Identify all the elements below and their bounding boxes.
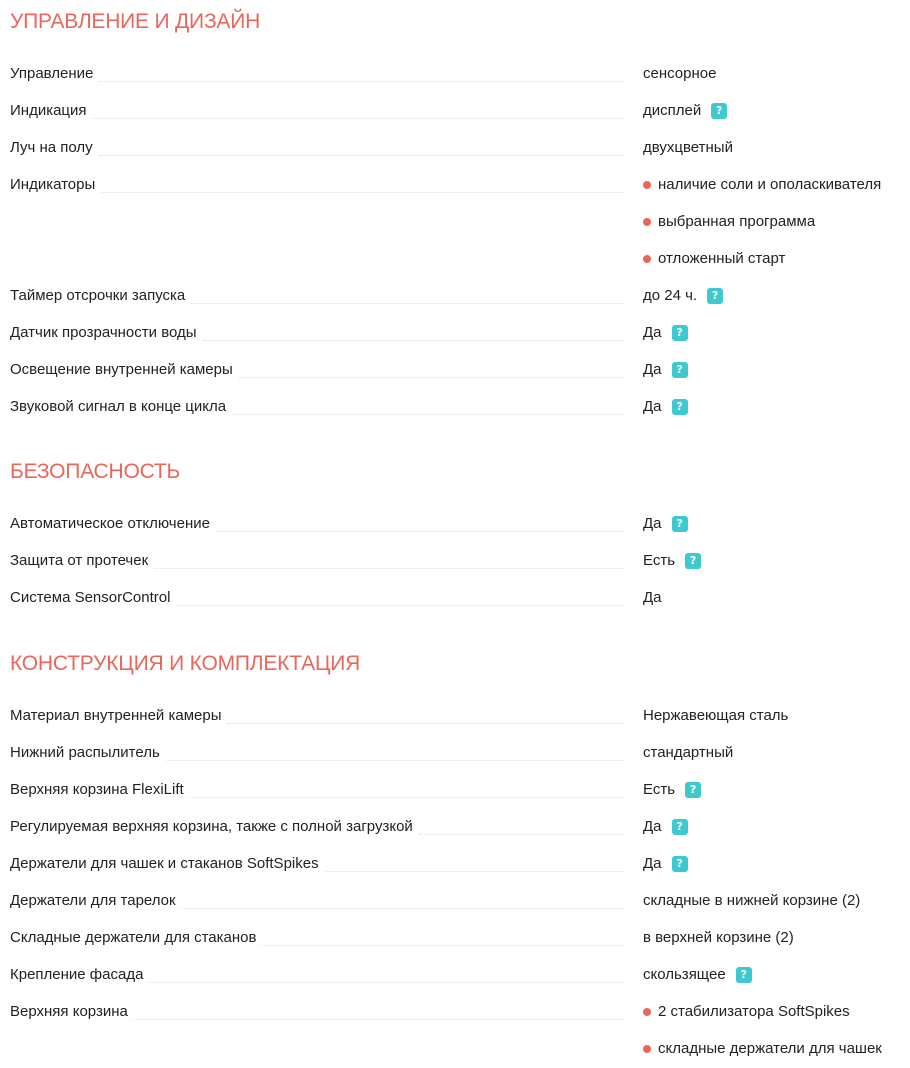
spec-label: Звуковой сигнал в конце цикла <box>10 398 227 415</box>
dotted-leader <box>216 531 623 532</box>
spec-value: двухцветный <box>643 139 733 156</box>
spec-value: наличие соли и ополаскивателя <box>658 176 882 193</box>
spec-value: Есть <box>643 781 676 798</box>
dotted-leader <box>191 303 623 304</box>
help-icon[interactable]: ? <box>707 288 723 304</box>
spec-value: Да <box>643 398 662 415</box>
dotted-leader <box>232 414 623 415</box>
spec-label: Датчик прозрачности воды <box>10 324 197 341</box>
spec-value: Да <box>643 361 662 378</box>
dotted-leader <box>154 568 623 569</box>
dotted-leader <box>176 605 623 606</box>
dotted-leader <box>182 908 623 909</box>
spec-row <box>10 278 900 315</box>
spec-value: складные в нижней корзине (2) <box>643 892 861 909</box>
spec-row <box>10 957 900 994</box>
dotted-leader <box>99 155 623 156</box>
help-icon[interactable]: ? <box>672 819 688 835</box>
dotted-leader <box>262 945 623 946</box>
spec-value: Да <box>643 855 662 872</box>
spec-value: Нержавеющая сталь <box>643 707 789 724</box>
spec-label: Защита от протечек <box>10 552 149 569</box>
bullet-dot-icon <box>643 218 651 226</box>
spec-label: Нижний распылитель <box>10 744 160 761</box>
spec-value: складные держатели для чашек <box>658 1040 882 1057</box>
help-icon[interactable]: ? <box>685 782 701 798</box>
help-icon[interactable]: ? <box>711 103 727 119</box>
spec-value: сенсорное <box>643 65 717 82</box>
spec-row <box>10 543 900 580</box>
dotted-leader <box>93 118 623 119</box>
spec-row <box>10 93 900 130</box>
spec-value: 2 стабилизатора SoftSpikes <box>658 1003 850 1020</box>
dotted-leader <box>166 760 623 761</box>
spec-row <box>10 920 900 957</box>
spec-value: в верхней корзине (2) <box>643 929 794 946</box>
spec-label: Материал внутренней камеры <box>10 707 222 724</box>
spec-row <box>10 130 900 167</box>
help-icon[interactable]: ? <box>672 516 688 532</box>
spec-label: Система SensorControl <box>10 589 171 606</box>
spec-value: Да <box>643 589 662 606</box>
spec-value: выбранная программа <box>658 213 816 230</box>
section-title: УПРАВЛЕНИЕ И ДИЗАЙН <box>10 10 261 33</box>
spec-value: дисплей <box>643 102 702 119</box>
bullet-dot-icon <box>643 1045 651 1053</box>
help-icon[interactable]: ? <box>672 362 688 378</box>
bullet-dot-icon <box>643 181 651 189</box>
spec-row <box>10 883 900 920</box>
spec-label: Регулируемая верхняя корзина, также с полной загрузкой <box>10 818 413 835</box>
spec-rows <box>10 698 900 1068</box>
dotted-leader <box>325 871 623 872</box>
spec-rows <box>10 506 900 617</box>
section-title: КОНСТРУКЦИЯ И КОМПЛЕКТАЦИЯ <box>10 652 361 675</box>
dotted-leader <box>190 797 623 798</box>
spec-label: Автоматическое отключение <box>10 515 210 532</box>
help-icon[interactable]: ? <box>736 967 752 983</box>
dotted-leader <box>149 982 623 983</box>
spec-label: Луч на полу <box>10 139 93 156</box>
help-icon[interactable]: ? <box>672 399 688 415</box>
help-icon[interactable]: ? <box>685 553 701 569</box>
spec-row <box>10 580 900 617</box>
spec-label: Верхняя корзина FlexiLift <box>10 781 184 798</box>
bullet-dot-icon <box>643 1008 651 1016</box>
spec-row <box>10 809 900 846</box>
spec-label: Индикация <box>10 102 87 119</box>
dotted-leader <box>203 340 623 341</box>
bullet-dot-icon <box>643 255 651 263</box>
spec-label: Крепление фасада <box>10 966 144 983</box>
spec-value: до 24 ч. <box>643 287 698 304</box>
spec-label: Управление <box>10 65 94 82</box>
spec-value: скользящее <box>643 966 726 983</box>
spec-row <box>10 735 900 772</box>
help-icon[interactable]: ? <box>672 325 688 341</box>
spec-label: Держатели для тарелок <box>10 892 176 909</box>
dotted-leader <box>239 377 623 378</box>
spec-label: Складные держатели для стаканов <box>10 929 257 946</box>
spec-section <box>10 650 900 1068</box>
spec-row <box>10 389 900 426</box>
spec-label: Таймер отсрочки запуска <box>10 287 186 304</box>
spec-value: стандартный <box>643 744 734 761</box>
spec-rows <box>10 56 900 426</box>
spec-row <box>10 315 900 352</box>
spec-label: Держатели для чашек и стаканов SoftSpikes <box>10 855 319 872</box>
dotted-leader <box>419 834 623 835</box>
help-icon[interactable]: ? <box>672 856 688 872</box>
spec-row <box>10 994 900 1068</box>
spec-row <box>10 167 900 278</box>
section-title: БЕЗОПАСНОСТЬ <box>10 460 181 483</box>
dotted-leader <box>99 81 623 82</box>
spec-label: Индикаторы <box>10 176 96 193</box>
spec-section <box>10 8 900 426</box>
spec-row <box>10 352 900 389</box>
spec-value: Да <box>643 818 662 835</box>
spec-value: Да <box>643 324 662 341</box>
spec-row <box>10 56 900 93</box>
spec-value: Да <box>643 515 662 532</box>
spec-row <box>10 772 900 809</box>
spec-row <box>10 506 900 543</box>
spec-row <box>10 846 900 883</box>
spec-label: Верхняя корзина <box>10 1003 128 1020</box>
spec-value: Есть <box>643 552 676 569</box>
dotted-leader <box>101 192 623 193</box>
spec-value: отложенный старт <box>658 250 786 267</box>
spec-section <box>10 458 900 617</box>
dotted-leader <box>134 1019 623 1020</box>
spec-label: Освещение внутренней камеры <box>10 361 233 378</box>
spec-row <box>10 698 900 735</box>
dotted-leader <box>227 723 623 724</box>
